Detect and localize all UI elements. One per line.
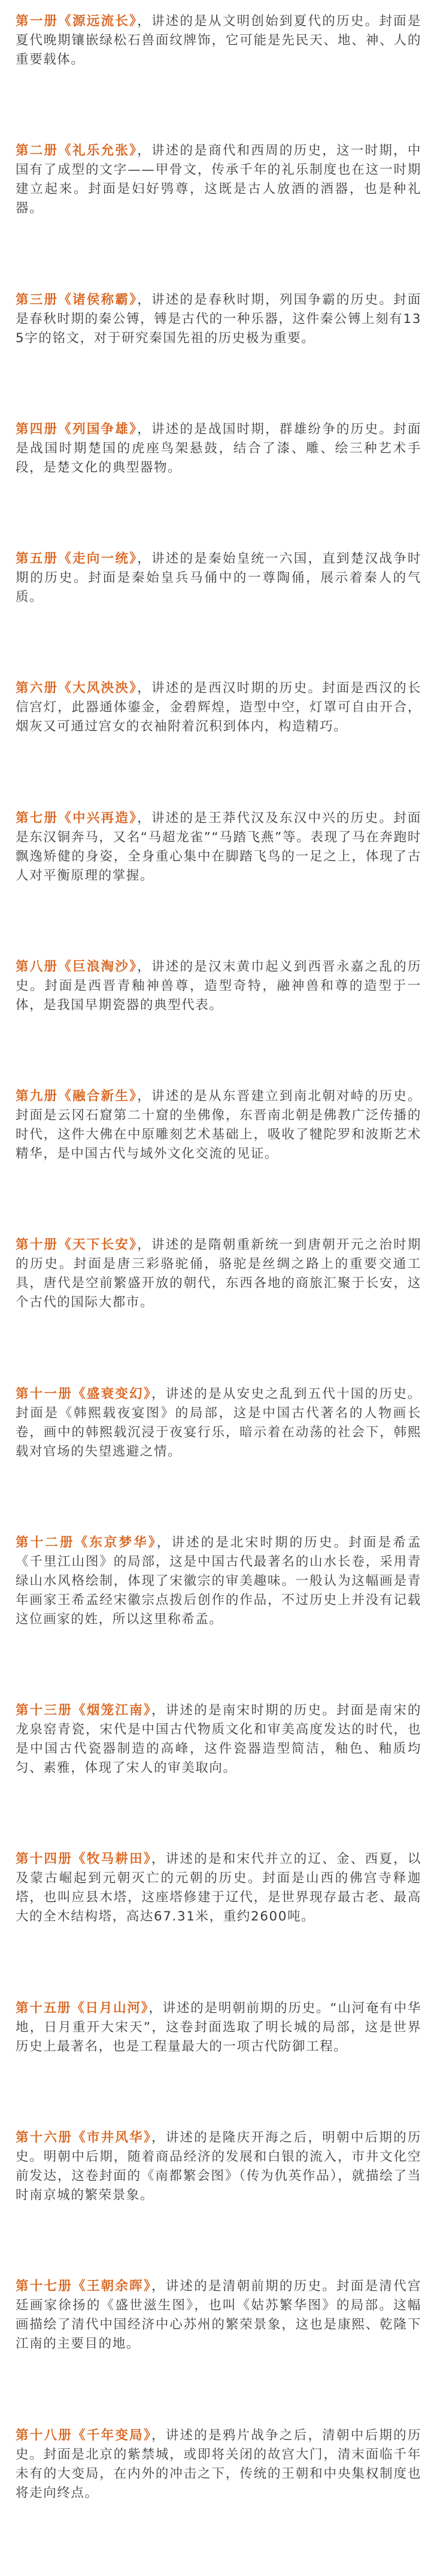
book-entry-12 [16, 1533, 421, 1629]
book-entry-11 [16, 1385, 421, 1461]
book-description: ，讲述的是和宋代并立的辽、金、西夏，以及蒙古崛起到元朝灭亡的元朝的历史。封面是山西的佛宫寺释迦塔，也叫应县木塔，这座塔修建于辽代，是世界现存最古老、最高大的全木结构塔，高达67.31米，重约2600吨。 [16, 1852, 421, 1925]
book-title: 第九册《融合新生》 [16, 1089, 138, 1104]
book-title: 第三册《诸侯称霸》 [16, 292, 138, 307]
book-title: 第十三册《烟笼江南》 [16, 1703, 151, 1719]
book-title: 第八册《巨浪淘沙》 [16, 959, 138, 974]
book-description: ，讲述的是战国时期，群雄纷争的历史。封面是战国时期楚国的虎座鸟架悬鼓，结合了漆、雕、绘三种艺术手段，是楚文化的典型器物。 [16, 421, 421, 475]
book-entry-7 [16, 809, 421, 886]
book-title: 第四册《列国争雄》 [16, 421, 138, 437]
book-entry-16 [16, 2128, 421, 2205]
book-description: ，讲述的是从安史之乱到五代十国的历史。封面是《韩熙载夜宴图》的局部，这是中国古代著名的人物画长卷，画中的韩熙载沉浸于夜宴行乐，暗示着在动荡的社会下，韩熙载对官场的失望逃避之情。 [16, 1386, 421, 1459]
book-entry-14 [16, 1850, 421, 1926]
book-title: 第十六册《市井风华》 [16, 2130, 151, 2145]
book-entry-9 [16, 1087, 421, 1164]
book-description: ，讲述的是春秋时期，列国争霸的历史。封面是春秋时期的秦公镈，镈是古代的一种乐器，这件秦公镈上刻有135字的铭文，对于研究秦国先祖的历史极为重要。 [16, 292, 421, 346]
book-description: ，讲述的是隆庆开海之后，明朝中后期的历史。明朝中后期，随着商品经济的发展和白银的流入，市井文化空前发达，这卷封面的《南都繁会图》（传为仇英作品），就描绘了当时南京城的繁荣景象。 [16, 2130, 421, 2203]
book-description: ，讲述的是清朝前期的历史。封面是清代宫廷画家徐扬的《盛世滋生图》，也叫《姑苏繁华图》的局部。这幅画描绘了清代中国经济中心苏州的繁荣景象，这也是康熙、乾隆下江南的主要目的地。 [16, 2279, 421, 2352]
book-description: ，讲述的是隋朝重新统一到唐朝开元之治时期的历史。封面是唐三彩骆驼俑，骆驼是丝绸之路上的重要交通工具，唐代是空前繁盛开放的朝代，东西各地的商旅汇聚于长安，这个古代的国际大都市。 [16, 1237, 421, 1310]
book-description: ，讲述的是商代和西周的历史，这一时期，中国有了成型的文字——甲骨文，传承千年的礼乐制度也在这一时期建立起来。封面是妇好鸮尊，这既是古人放酒的酒器，也是种礼器。 [16, 143, 421, 216]
book-entry-1 [16, 12, 421, 70]
book-description: ，讲述的是王莽代汉及东汉中兴的历史。封面是东汉铜奔马，又名“马超龙雀”“马踏飞燕”等。表现了马在奔跑时飘逸矫健的身姿，全身重心集中在脚踏飞鸟的一足之上，体现了古人对平衡原理的掌握。 [16, 810, 421, 883]
book-title: 第五册《走向一统》 [16, 551, 138, 567]
book-entry-13 [16, 1701, 421, 1778]
book-entry-6 [16, 679, 421, 736]
book-description: ，讲述的是西汉时期的历史。封面是西汉的长信宫灯，此器通体鎏金，金碧辉煌，造型中空，灯罩可自由开合，烟灰又可通过宫女的衣袖附着沉积到体内，构造精巧。 [16, 681, 421, 735]
book-entry-17 [16, 2277, 421, 2354]
book-entry-10 [16, 1236, 421, 1312]
book-title: 第七册《中兴再造》 [16, 810, 138, 826]
book-title: 第十五册《日月山河》 [16, 2000, 149, 2016]
book-title: 第十二册《东京梦华》 [16, 1535, 157, 1550]
book-title: 第十七册《王朝余晖》 [16, 2279, 151, 2294]
book-description: ，讲述的是明朝前期的历史。“山河奄有中华地，日月重开大宋天”，这卷封面选取了明长城的局部，这是世界历史上最著名，也是工程量最大的一项古代防御工程。 [16, 2000, 421, 2054]
book-description: ，讲述的是北宋时期的历史。封面是希孟《千里江山图》的局部，这是中国古代最著名的山水长卷，采用青绿山水风格绘制，体现了宋徽宗的审美趣味。一般认为这幅画是青年画家王希孟经宋徽宗点拨后创作的作品，不过历史上并没有记载这位画家的姓，所以这里称希孟。 [16, 1535, 421, 1627]
book-entry-18 [16, 2426, 421, 2503]
book-entry-8 [16, 958, 421, 1015]
book-title: 第十四册《牧马耕田》 [16, 1852, 151, 1867]
book-description: ，讲述的是汉末黄巾起义到西晋永嘉之乱的历史。封面是西晋青釉神兽尊，造型奇特，融神兽和尊的造型于一体，是我国早期瓷器的典型代表。 [16, 959, 421, 1013]
book-title: 第十一册《盛衰变幻》 [16, 1386, 151, 1402]
book-entry-15 [16, 1999, 421, 2056]
book-title: 第六册《大风泱泱》 [16, 681, 138, 696]
book-description: ，讲述的是从文明创始到夏代的历史。封面是夏代晚期镶嵌绿松石兽面纹牌饰，它可能是先民天、地、神、人的重要载体。 [16, 14, 421, 67]
book-description: ，讲述的是从东晋建立到南北朝对峙的历史。封面是云冈石窟第二十窟的坐佛像，东晋南北朝是佛教广泛传播的时代，这件大佛在中原雕刻艺术基础上，吸收了犍陀罗和波斯艺术精华，是中国古代与域外文化交流的见证。 [16, 1089, 421, 1162]
book-title: 第一册《源远流长》 [16, 14, 138, 29]
page-bottom-spacer [16, 2575, 421, 2576]
book-entry-3 [16, 291, 421, 348]
book-entry-2 [16, 141, 421, 218]
book-title: 第二册《礼乐允张》 [16, 143, 138, 159]
book-description: ，讲述的是鸦片战争之后，清朝中后期的历史。封面是北京的紫禁城，或即将关闭的故宫大门，清末面临千年未有的大变局，在内外的冲击之下，传统的王朝和中央集权制度也将走向终点。 [16, 2427, 421, 2500]
book-description: ，讲述的是南宋时期的历史。封面是南宋的龙泉窑青瓷，宋代是中国古代物质文化和审美高度发达的时代，也是中国古代瓷器制造的高峰，这件瓷器造型简洁，釉色、釉质均匀、素雅，体现了宋人的审美取向。 [16, 1703, 421, 1776]
book-entry-5 [16, 549, 421, 607]
book-title: 第十八册《千年变局》 [16, 2427, 151, 2443]
book-description: ，讲述的是秦始皇统一六国，直到楚汉战争时期的历史。封面是秦始皇兵马俑中的一尊陶俑，展示着秦人的气质。 [16, 551, 421, 605]
book-title: 第十册《天下长安》 [16, 1237, 138, 1253]
book-entry-4 [16, 420, 421, 478]
